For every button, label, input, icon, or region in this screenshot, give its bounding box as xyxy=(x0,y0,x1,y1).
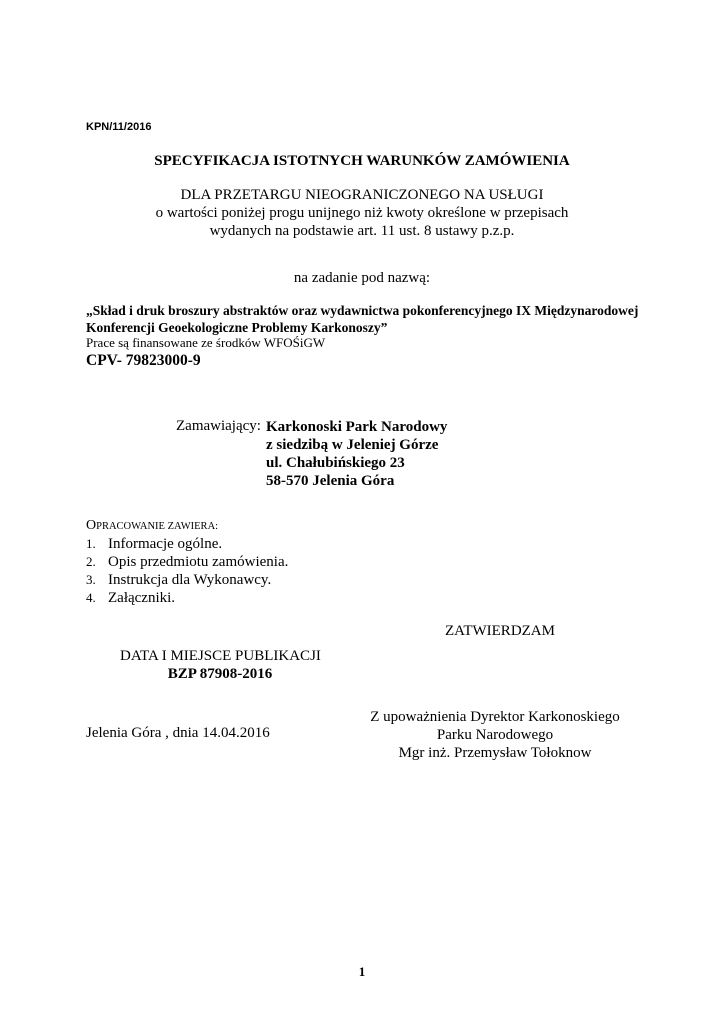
signatory-line: Z upoważnienia Dyrektor Karkonoskiego xyxy=(370,709,620,725)
cpv-code: CPV- 79823000-9 xyxy=(86,352,201,369)
list-item xyxy=(86,571,288,589)
orderer-details xyxy=(266,418,447,490)
orderer-line: 58-570 Jelenia Góra xyxy=(266,473,395,489)
orderer-line: ul. Chałubińskiego 23 xyxy=(266,455,405,471)
subject-line: „Skład i druk broszury abstraktów oraz wydawnictwa pokonferencyjnego IX Międzynarodowej xyxy=(86,303,639,318)
signatory-line: Mgr inż. Przemysław Tołoknow xyxy=(398,745,592,761)
tender-line: wydanych na podstawie art. 11 ust. 8 ustawy p.z.p. xyxy=(209,223,515,239)
list-item-number: 1. xyxy=(86,536,96,551)
list-item-text: Załączniki. xyxy=(108,590,176,606)
funding-note: Prace są finansowane ze środków WFOŚiGW xyxy=(86,335,326,350)
signatory-line: Parku Narodowego xyxy=(436,727,554,743)
reference-number: KPN/11/2016 xyxy=(86,121,152,133)
subject-line: Konferencji Geoekologiczne Problemy Karkonoszy” xyxy=(86,320,388,335)
list-item-number: 2. xyxy=(86,554,96,569)
orderer-line: Karkonoski Park Narodowy xyxy=(266,419,448,435)
list-item xyxy=(86,535,288,553)
tender-line: o wartości poniżej progu unijnego niż kwoty określone w przepisach xyxy=(155,205,569,221)
orderer-line: z siedzibą w Jeleniej Górze xyxy=(266,437,439,453)
list-item-text: Informacje ogólne. xyxy=(108,536,223,552)
task-label: na zadanie pod nazwą: xyxy=(293,270,431,286)
signatory-block xyxy=(370,708,620,762)
contents-heading-initial: O xyxy=(86,518,97,533)
publication-number: BZP 87908-2016 xyxy=(167,666,273,682)
contents-heading xyxy=(86,518,218,534)
page-number: 1 xyxy=(358,964,366,979)
list-item-number: 4. xyxy=(86,590,96,605)
publication-block xyxy=(120,647,320,683)
list-item-number: 3. xyxy=(86,572,96,587)
document-title: SPECYFIKACJA ISTOTNYCH WARUNKÓW ZAMÓWIENIA xyxy=(154,153,570,169)
tender-description xyxy=(0,186,724,240)
publication-label: DATA I MIEJSCE PUBLIKACJI xyxy=(120,648,321,664)
list-item xyxy=(86,589,288,607)
list-item-text: Opis przedmiotu zamówienia. xyxy=(108,554,289,570)
approval-label: ZATWIERDZAM xyxy=(445,623,555,639)
tender-line: DLA PRZETARGU NIEOGRANICZONEGO NA USŁUGI xyxy=(180,187,544,203)
list-item xyxy=(86,553,288,571)
place-date: Jelenia Góra , dnia 14.04.2016 xyxy=(86,725,270,741)
list-item-text: Instrukcja dla Wykonawcy. xyxy=(108,572,272,588)
orderer-label: Zamawiający: xyxy=(176,418,261,434)
contents-heading-rest: PRACOWANIE ZAWIERA: xyxy=(96,521,219,532)
contents-list xyxy=(86,535,288,607)
task-subject xyxy=(86,302,638,336)
